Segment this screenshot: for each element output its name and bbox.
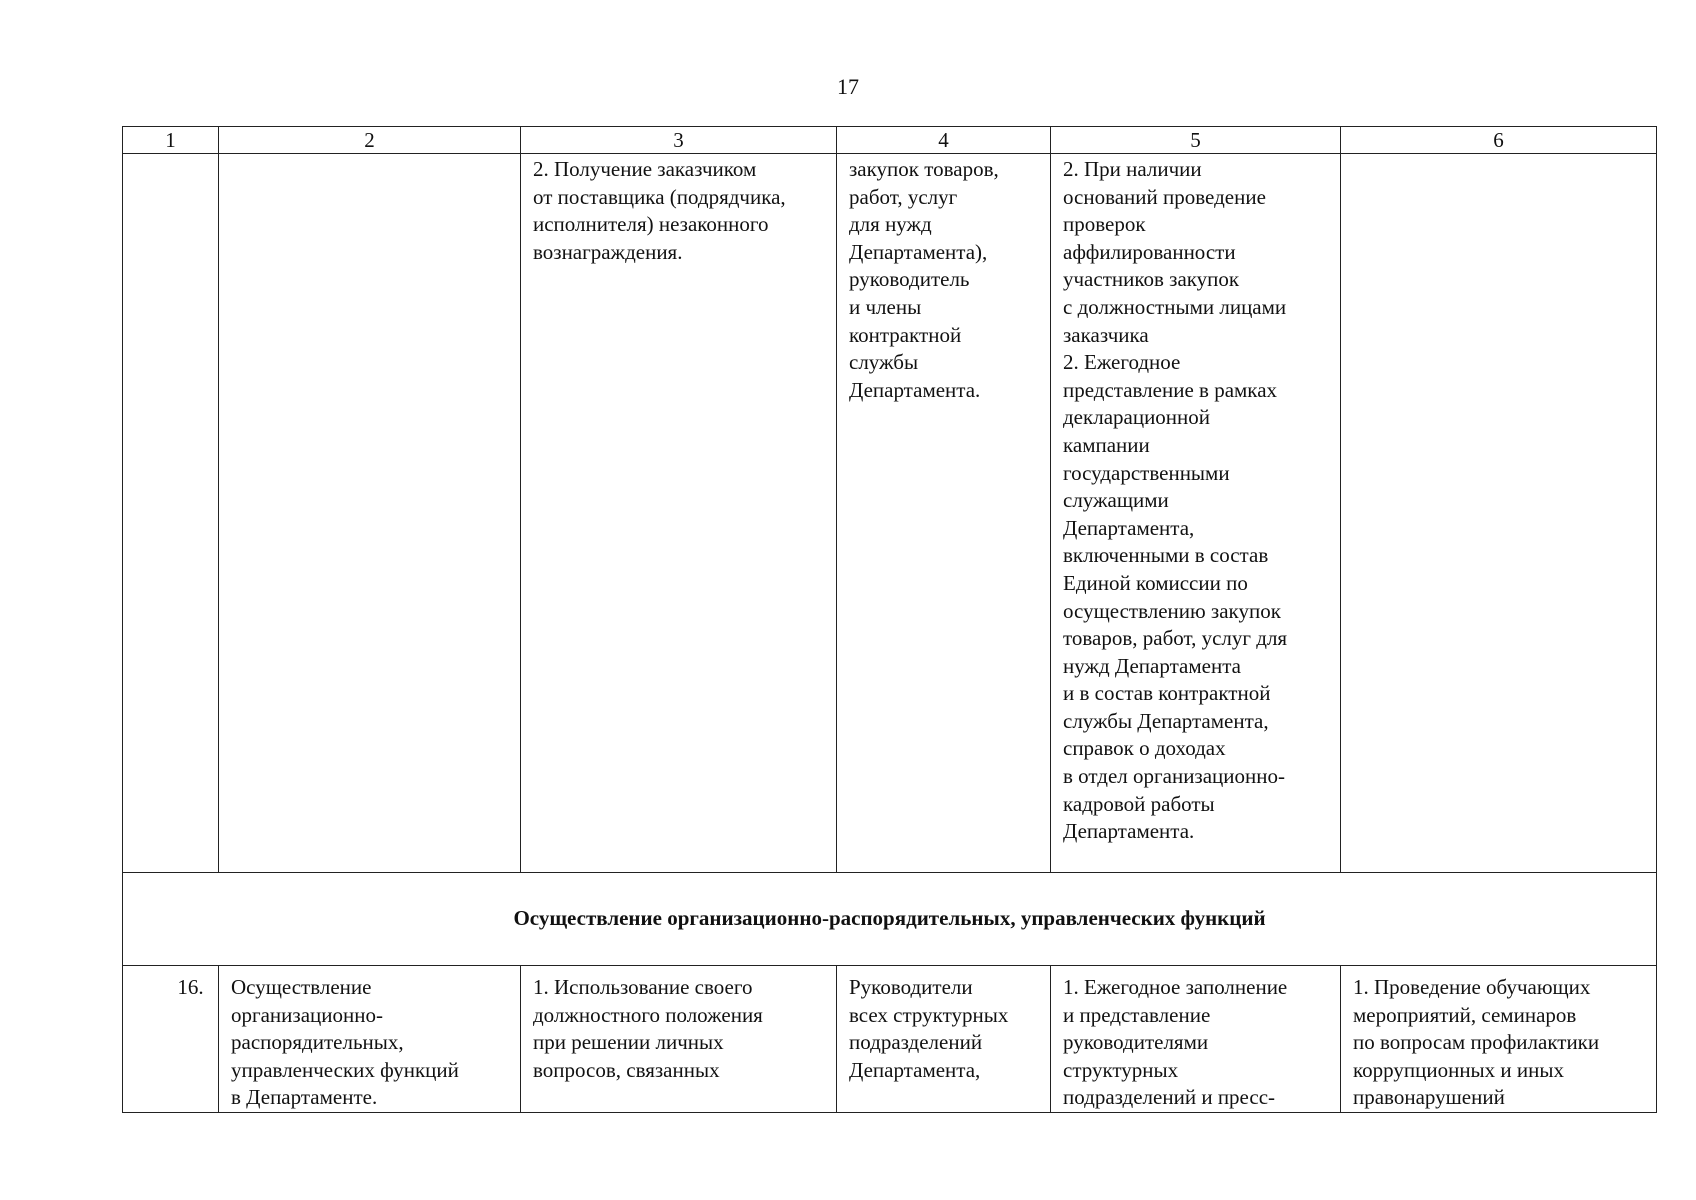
- column-number-2: 2: [219, 127, 521, 154]
- table-cell: [837, 154, 1051, 873]
- column-number-6: 6: [1341, 127, 1657, 154]
- function-text: Осуществление организационно- распорядительных, управленческих функций в Департаменте.: [231, 975, 459, 1110]
- table-row: [123, 154, 1657, 873]
- risk-text: 1. Использование своего должностного положения при решении личных вопросов, связанных: [533, 975, 763, 1082]
- table-cell: [123, 966, 219, 1113]
- risk-text: 2. Получение заказчиком от поставщика (подрядчика, исполнителя) незаконного вознаграждения.: [533, 157, 786, 264]
- table-cell: [1051, 966, 1341, 1113]
- responsible-text: Руководители всех структурных подразделений Департамента,: [849, 975, 1009, 1082]
- measures-table: [122, 126, 1657, 1113]
- prevention-text: 1. Проведение обучающих мероприятий, семинаров по вопросам профилактики коррупционных и иных правонарушений: [1353, 975, 1600, 1110]
- column-number-3: 3: [521, 127, 837, 154]
- section-title: Осуществление организационно-распорядительных, управленческих функций: [123, 873, 1657, 966]
- table-cell: [521, 154, 837, 873]
- table-cell: [837, 966, 1051, 1113]
- table-row: [123, 966, 1657, 1113]
- measures-text: 2. При наличии оснований проведение проверок аффилированности участников закупок с должностными лицами заказчика 2. Ежегодное представление в рамках декларационной кампании государственными служащими Департамента, включенными в состав Единой комиссии по осуществлению закупок товаров, работ, услуг для нужд Департамента и в состав контрактной службы Департамента, справок о доходах в отдел организационно- кадровой работы Департамента.: [1063, 157, 1288, 844]
- column-number-5: 5: [1051, 127, 1341, 154]
- table-cell: [1341, 154, 1657, 873]
- column-number-4: 4: [837, 127, 1051, 154]
- table-cell: [123, 154, 219, 873]
- table-cell: [521, 966, 837, 1113]
- table-cell: [1341, 966, 1657, 1113]
- cell-text: [123, 154, 218, 156]
- page-number: 17: [837, 74, 859, 99]
- measures-text: 1. Ежегодное заполнение и представление руководителями структурных подразделений и пресс-: [1063, 975, 1288, 1110]
- column-number-row: [123, 127, 1657, 154]
- table-cell: [219, 154, 521, 873]
- table-cell: [1051, 154, 1341, 873]
- cell-text: [219, 154, 520, 156]
- section-row: [123, 873, 1657, 966]
- row-number: 16.: [177, 975, 204, 999]
- cell-text: [1341, 154, 1656, 156]
- column-number-1: 1: [123, 127, 219, 154]
- responsible-text: закупок товаров, работ, услуг для нужд Департамента), руководитель и члены контрактной службы Департамента.: [849, 157, 999, 402]
- table-cell: [219, 966, 521, 1113]
